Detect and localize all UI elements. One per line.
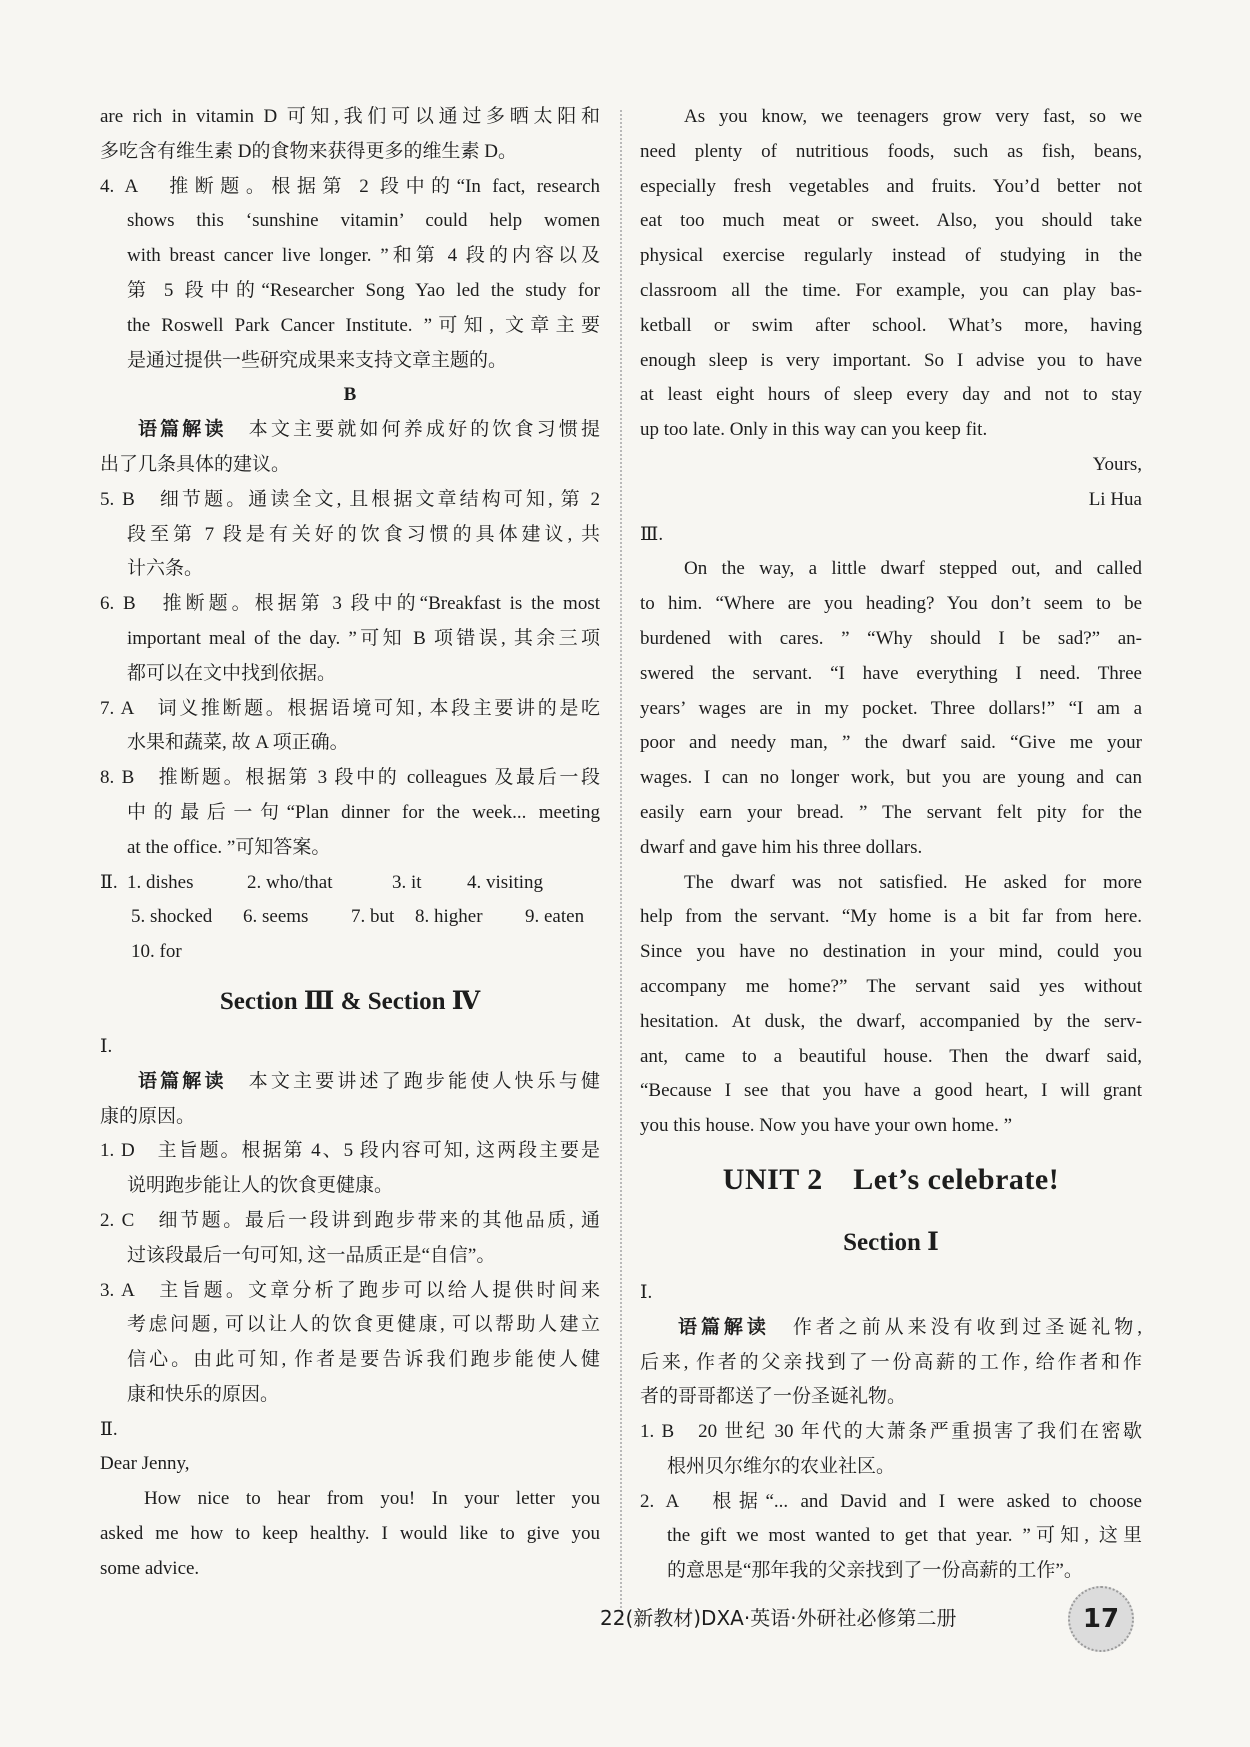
fill-answers-row — [100, 900, 600, 935]
letter-line: eat too much meat or sweet. Also, you should take — [640, 210, 1142, 232]
section-label: Ⅰ. — [640, 1281, 653, 1303]
answer-8-line: 8. B 推断题。根据第 3 段中的 colleagues 及最后一段 — [100, 767, 600, 789]
story-line: years’ wages are in my pocket. Three dollars!” “I am a — [640, 697, 1142, 719]
answer-6-line: 6. B 推断题。根据第 3 段中的“Breakfast is the most — [100, 593, 600, 615]
answer-1-line: 根州贝尔维尔的农业社区。 — [667, 1455, 896, 1477]
answer-5-line: 计六条。 — [127, 558, 204, 580]
answer-5-line: 5. B 细节题。通读全文, 且根据文章结构可知, 第 2 — [100, 488, 600, 510]
letter-line: How nice to hear from you! In your letter you — [144, 1488, 600, 1510]
story-line: swered the servant. “I have everything I need. Three — [640, 662, 1142, 684]
passage-summary — [100, 1065, 600, 1100]
unit-title: UNIT 2 Let’s celebrate! — [722, 1162, 1060, 1196]
answer-3-line: 康和快乐的原因。 — [127, 1383, 280, 1405]
answer-4-line: the Roswell Park Cancer Institute. ”可知, 文章主要 — [127, 314, 600, 336]
fill-answer: 1. dishes — [127, 871, 194, 893]
fill-answers-row — [100, 866, 600, 901]
letter-line: enough sleep is very important. So I advise you to have — [640, 349, 1142, 371]
answer-4-line: with breast cancer live longer. ”和第 4 段的内容以及 — [127, 245, 600, 267]
story-line: ant, came to a beautiful house. Then the dwarf said, — [640, 1045, 1142, 1067]
text-line: are rich in vitamin D 可知,我们可以通过多晒太阳和 — [100, 106, 600, 127]
fill-answer: 4. visiting — [467, 871, 544, 893]
letter-line: As you know, we teenagers grow very fast, so we — [684, 106, 1142, 127]
letter-closing: Yours, — [1092, 453, 1142, 475]
story-line: help from the servant. “My home is a bit far from here. — [640, 906, 1142, 928]
column-divider — [620, 110, 622, 1620]
summary-label: 语篇解读 — [138, 419, 227, 441]
right-column — [640, 100, 1142, 1589]
answer-3-line: 考虑问题, 可以让人的饮食更健康, 可以帮助人建立 — [127, 1314, 600, 1336]
summary-text: 者的哥哥都送了一份圣诞礼物。 — [640, 1386, 907, 1408]
answer-2-line: 2. A 根据“... and David and I were asked to choose — [640, 1490, 1142, 1512]
letter-signature: Li Hua — [1088, 488, 1142, 510]
story-line: The dwarf was not satisfied. He asked for more — [684, 871, 1142, 893]
passage-summary — [640, 1311, 1142, 1346]
fill-answer: 9. eaten — [525, 906, 585, 928]
section-label: Ⅲ. — [640, 523, 664, 545]
answer-1-line: 说明跑步能让人的饮食更健康。 — [127, 1175, 394, 1197]
fill-answer: 2. who/that — [247, 871, 333, 893]
section-label: Ⅰ. — [100, 1035, 113, 1057]
letter-greeting: Dear Jenny, — [100, 1453, 190, 1475]
answer-2-line: the gift we most wanted to get that year. ”可知, 这里 — [667, 1525, 1142, 1547]
passage-heading-b: B — [343, 384, 357, 406]
letter-line: especially fresh vegetables and fruits. You’d better not — [640, 175, 1142, 197]
story-line: “Because I see that you have a good heart, I will grant — [640, 1080, 1142, 1102]
letter-line: need plenty of nutritious foods, such as fish, beans, — [640, 140, 1142, 162]
fill-answer: 8. higher — [415, 906, 483, 928]
story-line: you this house. Now you have your own home. ” — [640, 1115, 1013, 1137]
story-line: dwarf and gave him his three dollars. — [640, 836, 923, 858]
answer-6-line: important meal of the day. ”可知 B 项错误, 其余三项 — [127, 627, 600, 649]
answer-7-line: 7. A 词义推断题。根据语境可知, 本段主要讲的是吃 — [100, 697, 600, 719]
fill-answer: 3. it — [392, 871, 422, 893]
answer-8-line: 中的最后一句“Plan dinner for the week... meeting — [127, 801, 600, 823]
letter-line: ketball or swim after school. What’s more, having — [640, 314, 1142, 336]
answer-1-line: 1. D 主旨题。根据第 4、5 段内容可知, 这两段主要是 — [100, 1140, 600, 1162]
answer-3-line: 3. A 主旨题。文章分析了跑步可以给人提供时间来 — [100, 1279, 600, 1301]
answer-5-line: 段至第 7 段是有关好的饮食习惯的具体建议, 共 — [127, 523, 600, 545]
passage-summary — [100, 413, 600, 448]
story-line: On the way, a little dwarf stepped out, and called — [684, 558, 1142, 580]
summary-text: 作者之前从来没有收到过圣诞礼物, — [792, 1316, 1142, 1338]
summary-label: 语篇解读 — [138, 1070, 227, 1092]
story-line: to him. “Where are you heading? You don’t seem to be — [640, 593, 1142, 615]
text-line: 多吃含有维生素 D的食物来获得更多的维生素 D。 — [100, 140, 517, 162]
summary-text: 出了几条具体的建议。 — [100, 453, 291, 475]
letter-line: up too late. Only in this way can you keep fit. — [640, 419, 988, 441]
summary-text: 本文主要讲述了跑步能使人快乐与健 — [248, 1070, 600, 1092]
fill-answer: 7. but — [351, 906, 395, 928]
letter-line: asked me how to keep healthy. I would like to give you — [100, 1523, 600, 1545]
story-line: accompany me home?” The servant said yes without — [640, 975, 1142, 997]
summary-label: 语篇解读 — [678, 1316, 770, 1338]
section-label: Ⅱ. — [100, 871, 118, 893]
summary-text: 本文主要就如何养成好的饮食习惯提 — [248, 419, 600, 441]
answer-4-line: 是通过提供一些研究成果来支持文章主题的。 — [127, 349, 508, 371]
answer-4-line: 第 5 段中的“Researcher Song Yao led the study for — [127, 279, 600, 301]
answer-1-line: 1. B 20 世纪 30 年代的大萧条严重损害了我们在密歇 — [640, 1421, 1142, 1443]
answer-2-line: 过该段最后一句可知, 这一品质正是“自信”。 — [127, 1244, 496, 1266]
answer-6-line: 都可以在文中找到依据。 — [127, 662, 337, 684]
answer-8-line: at the office. ”可知答案。 — [127, 836, 331, 858]
letter-line: physical exercise regularly instead of studying in the — [640, 245, 1142, 267]
page-number: 17 — [1068, 1586, 1134, 1652]
fill-answers-row — [100, 935, 600, 970]
answer-3-line: 信心。由此可知, 作者是要告诉我们跑步能使人健 — [127, 1349, 600, 1371]
footer-book-title: 22(新教材)DXA·英语·外研社必修第二册 — [600, 1606, 957, 1630]
section-label: Ⅱ. — [100, 1418, 118, 1440]
story-line: hesitation. At dusk, the dwarf, accompanied by the serv- — [640, 1010, 1142, 1032]
summary-text: 后来, 作者的父亲找到了一份高薪的工作, 给作者和作 — [640, 1351, 1142, 1373]
fill-answer: 10. for — [131, 941, 182, 963]
letter-line: some advice. — [100, 1557, 200, 1579]
fill-answer: 6. seems — [243, 906, 309, 928]
fill-answer: 5. shocked — [131, 906, 213, 928]
left-column — [100, 100, 600, 1587]
answer-7-line: 水果和蔬菜, 故 A 项正确。 — [127, 732, 349, 754]
answer-4-line: shows this ‘sunshine vitamin’ could help women — [127, 210, 600, 232]
letter-line: classroom all the time. For example, you can play bas- — [640, 279, 1142, 301]
section-title: Section Ⅲ & Section Ⅳ — [219, 987, 481, 1015]
story-line: poor and needy man, ” the dwarf said. “Give me your — [640, 732, 1142, 754]
answer-2-line: 的意思是“那年我的父亲找到了一份高薪的工作”。 — [667, 1560, 1083, 1582]
story-line: burdened with cares. ” “Why should I be sad?” an- — [640, 627, 1142, 649]
story-line: easily earn your bread. ” The servant felt pity for the — [640, 801, 1142, 823]
story-line: Since you have no destination in your mind, could you — [640, 941, 1142, 963]
answer-2-line: 2. C 细节题。最后一段讲到跑步带来的其他品质, 通 — [100, 1209, 600, 1231]
section-title: Section Ⅰ — [843, 1228, 939, 1256]
story-line: wages. I can no longer work, but you are young and can — [640, 767, 1142, 789]
letter-line: at least eight hours of sleep every day and not to stay — [640, 384, 1142, 406]
answer-4-line: 4. A 推断题。根据第 2 段中的“In fact, research — [100, 175, 600, 197]
summary-text: 康的原因。 — [100, 1105, 196, 1127]
